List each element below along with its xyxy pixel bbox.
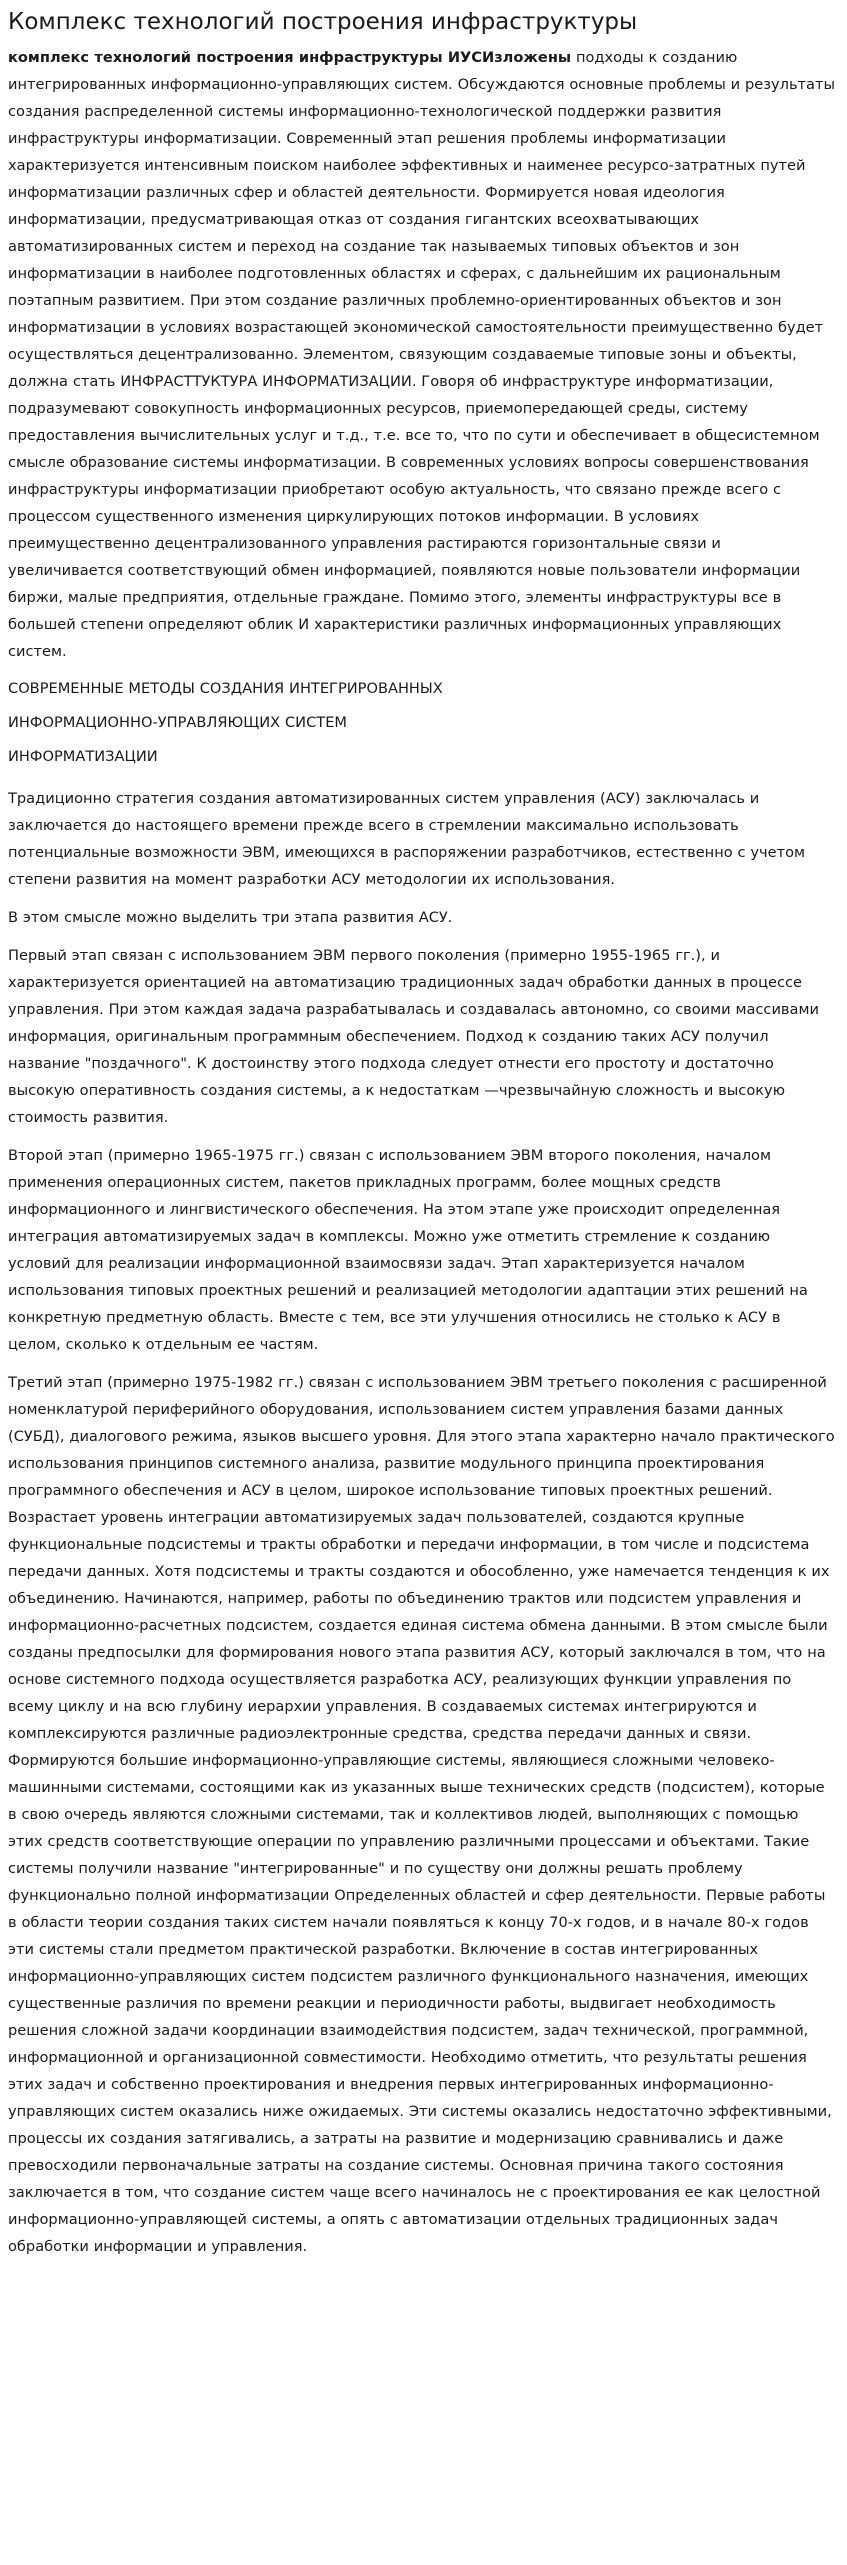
intro-lead-bold: комплекс технологий построения инфраструктуры ИУСИзложены xyxy=(8,49,572,66)
section-heading-line-3: ИНФОРМАТИЗАЦИИ xyxy=(8,748,158,765)
paragraph-strategy: Традиционно стратегия создания автоматизированных систем управления (АСУ) заключалась и заключается до настоящего времени прежде всего в стремлении максимально использовать потенциальные возможности ЭВМ, имеющихся в распоряжении разработчиков, естественно с учетом степени развития на момент разработки АСУ методологии их использования. xyxy=(8,790,806,888)
intro-paragraph xyxy=(8,44,837,665)
paragraph-first-stage: Первый этап связан с использованием ЭВМ первого поколения (примерно 1955-1965 гг.), и характеризуется ориентацией на автоматизацию традиционных задач обработки данных в процессе управления. При этом каждая задача разрабатывалась и создавалась автономно, со своими массивами информация, оригинальным программным обеспечением. Подход к созданию таких АСУ получил название "поздачного". К достоинству этого подхода следует отнести его простоту и достаточно высокую оперативность создания системы, а к недостаткам —чрезвычайную сложность и высокую стоимость развития. xyxy=(8,947,819,1126)
section-heading-line-1: СОВРЕМЕННЫЕ МЕТОДЫ СОЗДАНИЯ ИНТЕГРИРОВАННЫХ xyxy=(8,680,443,697)
intro-text: подходы к созданию интегрированных информационно-управляющих систем. Обсуждаются основные проблемы и результаты создания распределенной системы информационно-технологической поддержки развития инфраструктуры информатизации. Современный этап решения проблемы информатизации характеризуется интенсивным поиском наиболее эффективных и наименее ресурсо-затратных путей информатизации различных сфер и областей деятельности. Формируется новая идеология информатизации, предусматривающая отказ от создания гигантских всеохватывающих автоматизированных систем и переход на создание так называемых типовых объектов и зон информатизации в наиболее подготовленных областях и сферах, с дальнейшим их рациональным поэтапным развитием. При этом создание различных проблемно-ориентированных объектов и зон информатизации в условиях возрастающей экономической самостоятельности преимущественно будет осуществляться децентрализованно. Элементом, связующим создаваемые типовые зоны и объекты, должна стать ИНФРАСТТУКТУРА ИНФОРМАТИЗАЦИИ. Говоря об инфраструктуре информатизации, подразумевают совокупность информационных ресурсов, приемопередающей среды, систему предоставления вычислительных услуг и т.д., т.е. все то, что по сути и обеспечивает в общесистемном смысле образование системы информатизации. В современных условиях вопросы совершенствования инфраструктуры информатизации приобретают особую актуальность, что связано прежде всего с процессом существенного изменения циркулирующих потоков информации. В условиях преимущественно децентрализованного управления растираются горизонтальные связи и увеличивается соответствующий обмен информацией, появляются новые пользователи информации биржи, малые предприятия, отдельные граждане. Помимо этого, элементы инфраструктуры все в большей степени определяют облик И характеристики различных информационных управляющих систем. xyxy=(8,49,836,660)
section-heading-line-2: ИНФОРМАЦИОННО-УПРАВЛЯЮЩИХ СИСТЕМ xyxy=(8,714,348,731)
paragraph-three-stages: В этом смысле можно выделить три этапа развития АСУ. xyxy=(8,909,453,926)
page-title: Комплекс технологий построения инфраструктуры xyxy=(8,9,638,35)
paragraph-third-stage: Третий этап (примерно 1975-1982 гг.) связан с использованием ЭВМ третьего поколения с расширенной номенклатурой периферийного оборудования, использованием систем управления базами данных (СУБД), диалогового режима, языков высшего уровня. Для этого этапа характерно начало практического использования принципов системного анализа, развитие модульного принципа проектирования программного обеспечения и АСУ в целом, широкое использование типовых проектных решений. Возрастает уровень интеграции автоматизируемых задач пользователей, создаются крупные функциональные подсистемы и тракты обработки и передачи информации, в том числе и подсистема передачи данных. Хотя подсистемы и тракты создаются и обособленно, уже намечается тенденция к их объединению. Начинаются, например, работы по объединению трактов или подсистем управления и информационно-расчетных подсистем, создается единая система обмена данными. В этом смысле были созданы предпосылки для формирования нового этапа развития АСУ, который заключался в том, что на основе системного подхода осуществляется разработка АСУ, реализующих функции управления по всему циклу и на всю глубину иерархии управления. В создаваемых системах интегрируются и комплексируются различные радиоэлектронные средства, средства передачи данных и связи. Формируются большие информационно-управляющие системы, являющиеся сложными человеко-машинными системами, состоящими как из указанных выше технических средств (подсистем), которые в свою очередь являются сложными системами, так и коллективов людей, выполняющих с помощью этих средств соответствующие операции по управлению различными процессами и объектами. Такие системы получили название "интегрированные" и по существу они должны решать проблему функционально полной информатизации Определенных областей и сфер деятельности. Первые работы в области теории создания таких систем начали появляться к концу 70-х годов, и в начале 80-х годов эти системы стали предметом практической разработки. Включение в состав интегрированных информационно-управляющих систем подсистем различного функционального назначения, имеющих существенные различия по времени реакции и периодичности работы, выдвигает необходимость решения сложной задачи координации взаимодействия подсистем, задач технической, программной, информационной и организационной совместимости. Необходимо отметить, что результаты решения этих задач и собственно проектирования и внедрения первых интегрированных информационно-управляющих систем оказались ниже ожидаемых. Эти системы оказались недостаточно эффективными, процессы их создания затягивались, а затраты на развитие и модернизацию сравнивались и даже превосходили первоначальные затраты на создание системы. Основная причина такого состояния заключается в том, что создание систем чаще всего начиналось не с проектирования ее как целостной информационно-управляющей системы, а опять с автоматизации отдельных традиционных задач обработки информации и управления. xyxy=(8,1374,835,2255)
paragraph-second-stage: Второй этап (примерно 1965-1975 гг.) связан с использованием ЭВМ второго поколения, началом применения операционных систем, пакетов прикладных программ, более мощных средств информационного и лингвистического обеспечения. На этом этапе уже происходит определенная интеграция автоматизируемых задач в комплексы. Можно уже отметить стремление к созданию условий для реализации информационной взаимосвязи задач. Этап характеризуется началом использования типовых проектных решений и реализацией методологии адаптации этих решений на конкретную предметную область. Вместе с тем, все эти улучшения относились не столько к АСУ в целом, сколько к отдельным ее частям. xyxy=(8,1147,808,1353)
